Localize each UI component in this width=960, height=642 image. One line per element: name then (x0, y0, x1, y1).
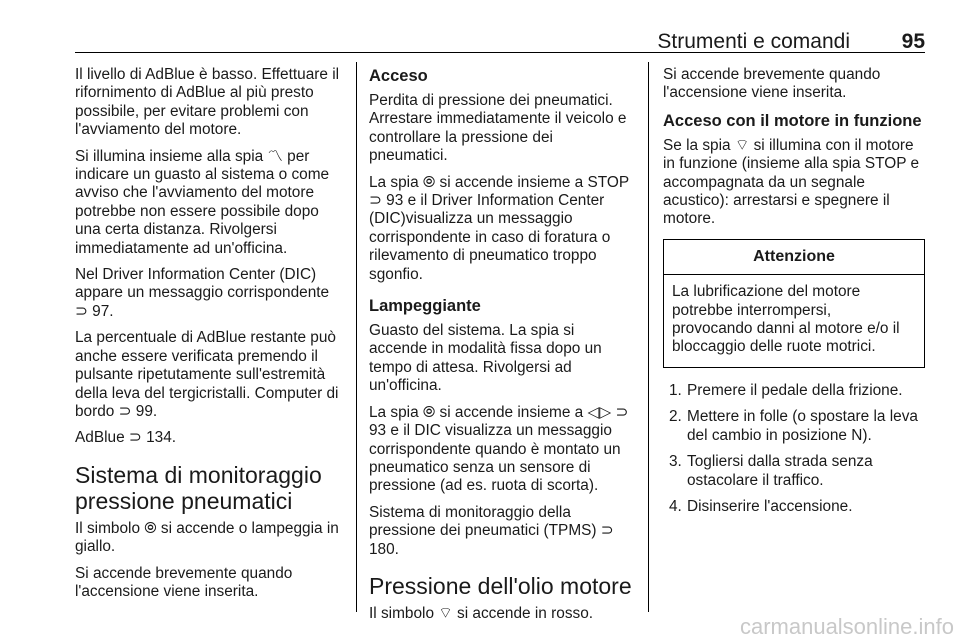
list-item: 3. Togliersi dalla strada senza ostacolare il traffico. (669, 453, 873, 489)
list-item: 2. Mettere in folle (o spostare la leva del cambio in posizione N). (669, 408, 918, 444)
subheading: Lampeggiante (369, 297, 481, 316)
paragraph: Se la spia ⌔ si illumina con il motore in funzione (insieme alla spia STOP e accompagnata da un segnale acustico): arrestarsi e spegnere il motore. (663, 136, 920, 228)
paragraph: Perdita di pressione dei pneumatici. Arrestare immediatamente il veicolo e controllare la pressione dei pneumatici. (369, 92, 627, 165)
column-divider-2 (648, 62, 649, 612)
page-header (75, 0, 925, 53)
column-1 (75, 66, 343, 609)
paragraph: Si accende brevemente quando l'accensione viene inserita. (75, 564, 293, 600)
steps-list (663, 382, 925, 516)
paragraph: Il simbolo ⌔ si accende in rosso. (369, 604, 594, 622)
paragraph: Si accende brevemente quando l'accensione viene inserita. (663, 66, 881, 102)
watermark: carmanualsonline.info (739, 614, 954, 639)
list-item: 1. Premere il pedale della frizione. (669, 381, 903, 399)
section-title: Strumenti e comandi (657, 30, 850, 53)
paragraph: La percentuale di AdBlue restante può anche essere verificata premendo il pulsante ripetutamente sull'estremità della leva del tergicristalli. Computer di bordo ⊃ 99. (75, 329, 339, 420)
list-item: 4. Disinserire l'accensione. (669, 497, 853, 515)
column-2 (369, 66, 633, 631)
page-number: 95 (901, 30, 925, 53)
paragraph: Il livello di AdBlue è basso. Effettuare il rifornimento di AdBlue al più presto possibile, per evitare problemi con l'avviamento del motore. (75, 66, 340, 139)
paragraph: La spia ⦾ si accende insieme a ◁▷ ⊃ 93 e il DIC visualizza un messaggio corrispondente quando è montato un pneumatico senza un sensore di pressione (ad es. ruota di scorta). (369, 403, 629, 495)
paragraph: La spia ⦾ si accende insieme a STOP ⊃ 93 e il Driver Information Center (DIC)visualizza un messaggio corrispondente in caso di foratura o rilevamento di pneumatico troppo sgonfio. (369, 173, 629, 283)
header-divider (75, 52, 925, 53)
section-heading: Sistema di monitoraggio pressione pneumatici (75, 461, 322, 514)
paragraph: Si illumina insieme alla spia 〽 per indicare un guasto al sistema o come avviso che l'avviamento del motore potrebbe non essere possibile dopo una certa distanza. Rivolgersi immediatamente ad un'officina. (75, 147, 330, 257)
subheading: Acceso con il motore in funzione (663, 111, 922, 130)
paragraph: Nel Driver Information Center (DIC) appare un messaggio corrispondente ⊃ 97. (75, 266, 330, 320)
column-3 (663, 66, 925, 524)
section-heading: Pressione dell'olio motore (369, 572, 632, 599)
subheading: Acceso (369, 67, 428, 85)
warning-box (663, 239, 925, 368)
warning-title: Attenzione (664, 240, 924, 275)
paragraph: Sistema di monitoraggio della pressione dei pneumatici (TPMS) ⊃ 180. (369, 503, 614, 558)
paragraph: AdBlue ⊃ 134. (75, 429, 177, 447)
column-divider-1 (356, 62, 357, 612)
paragraph: Guasto del sistema. La spia si accende in modalità fissa dopo un tempo di attesa. Rivolgersi ad un'officina. (369, 322, 602, 395)
paragraph: Il simbolo ⦾ si accende o lampeggia in giallo. (75, 519, 339, 556)
warning-text: La lubrificazione del motore potrebbe interrompersi, provocando danni al motore e/o il bloccaggio delle ruote motrici. (672, 283, 900, 356)
